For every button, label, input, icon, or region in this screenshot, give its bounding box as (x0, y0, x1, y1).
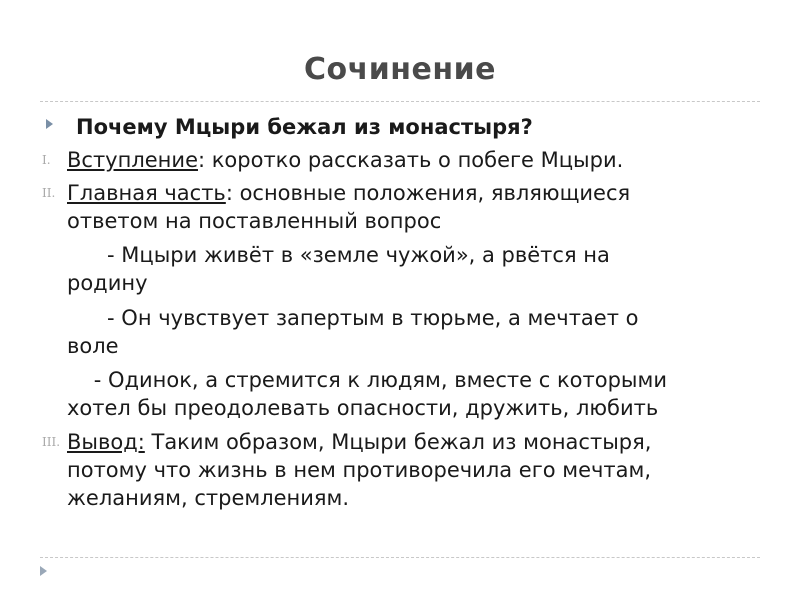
top-divider (40, 101, 760, 102)
point-1-line-1: - Мцыри живёт в «земле чужой», а рвётся на (67, 243, 610, 267)
main-text: : основные положения, являющиеся (225, 181, 631, 205)
main-continuation: ответом на поставленный вопрос (67, 209, 442, 233)
point-2-line-2: воле (67, 334, 119, 358)
conclusion-continuation-2: желаниям, стремлениям. (67, 486, 350, 510)
point-1-line-2: родину (67, 271, 148, 295)
arrow-bullet-icon (46, 119, 53, 129)
point-3-line-1: - Одинок, а стремится к людям, вместе с которыми (67, 368, 667, 392)
bottom-divider (40, 557, 760, 558)
numeral-ii: II. (42, 186, 56, 200)
numeral-iii: III. (42, 435, 61, 449)
essay-question: Почему Мцыри бежал из монастыря? (76, 115, 533, 139)
section-conclusion (67, 428, 651, 456)
point-2-line-1: - Он чувствует запертым в тюрьме, а мечтает о (67, 306, 639, 330)
conclusion-text: Таким образом, Мцыри бежал из монастыря, (144, 430, 652, 454)
intro-heading: Вступление (67, 148, 198, 172)
conclusion-continuation-1: потому что жизнь в нем противоречила его мечтам, (67, 458, 652, 482)
main-heading: Главная часть (67, 181, 226, 205)
intro-text: : коротко рассказать о побеге Мцыри. (197, 148, 624, 172)
point-3-line-2: хотел бы преодолевать опасности, дружить, любить (67, 396, 659, 420)
section-main (67, 179, 630, 207)
section-intro (67, 146, 623, 174)
conclusion-heading: Вывод: (67, 430, 145, 454)
numeral-i: I. (42, 153, 51, 167)
slide-title: Сочинение (304, 52, 496, 87)
arrow-bullet-icon (40, 566, 47, 576)
